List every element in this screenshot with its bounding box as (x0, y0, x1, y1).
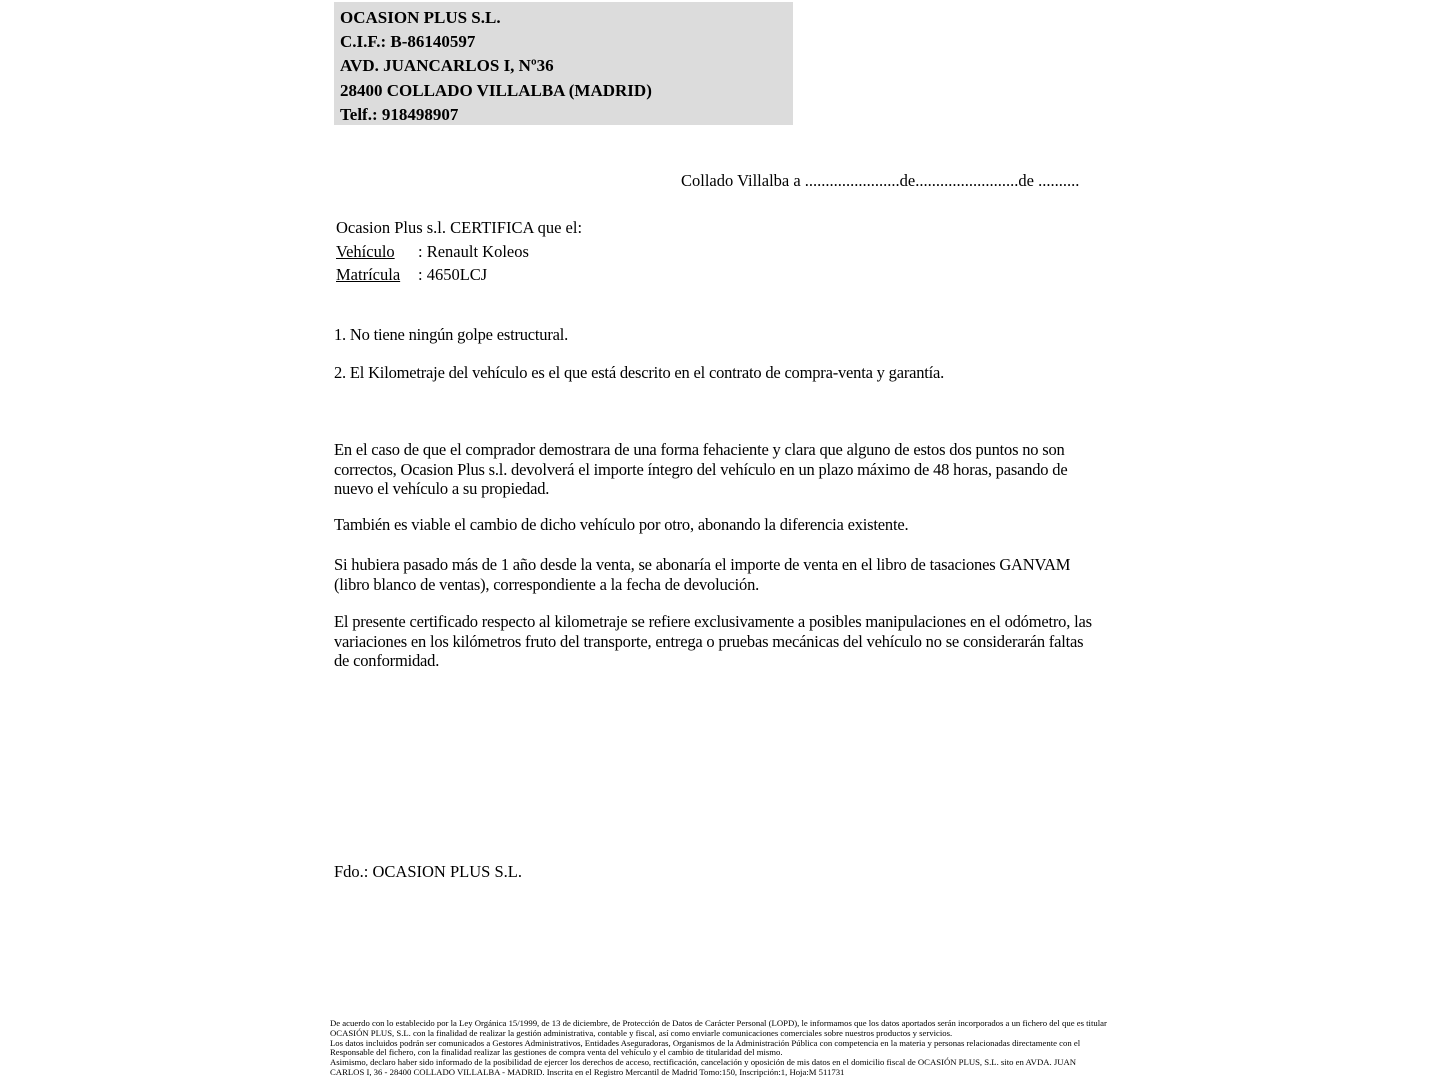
plate-label: Matrícula (336, 265, 401, 285)
company-cif: C.I.F.: B-86140597 (340, 32, 476, 52)
signature-line: Fdo.: OCASION PLUS S.L. (334, 862, 522, 881)
legal-fine-print (330, 1019, 1120, 1078)
plate-value: : 4650LCJ (418, 265, 488, 285)
legal-line: Responsable del fichero, con la finalidad realizar las gestiones de compra venta del vehículo y el cambio de titularidad del mismo. (330, 1047, 783, 1058)
certification-intro: Ocasion Plus s.l. CERTIFICA que el: (336, 218, 583, 237)
legal-line: CARLOS I, 36 - 28400 COLLADO VILLALBA - MADRID. Inscrita en el Registro Mercantil de Madrid Tomo:150, Inscripción:1, Hoja:M 511731 (330, 1066, 845, 1077)
paragraph-odometer-disclaimer: El presente certificado respecto al kilometraje se refiere exclusivamente a posibles manipulaciones en el odómetro, las variaciones en los kilómetros fruto del transporte, entrega o pruebas mecánicas del vehículo no se considerarán faltas de conformidad. (334, 612, 1092, 670)
vehicle-value: : Renault Koleos (418, 241, 529, 261)
legal-line: Los datos incluidos podrán ser comunicados a Gestores Administrativos, Entidades Aseguradoras, Organismos de la Administración Pública con competencia en la materia y personas relacionadas directamente con el (330, 1037, 1081, 1048)
paragraph-exchange-option: También es viable el cambio de dicho vehículo por otro, abonando la diferencia existente. (334, 515, 909, 534)
paragraph-refund-guarantee: En el caso de que el comprador demostrara de una forma fehaciente y clara que alguno de estos dos puntos no son correctos, Ocasion Plus s.l. devolverá el importe íntegro del vehículo en un plazo máximo de 48 horas, pasando de nuevo el vehículo a su propiedad. (334, 440, 1068, 498)
certified-point-2: 2. El Kilometraje del vehículo es el que está descrito en el contrato de compra-venta y garantía. (334, 363, 945, 382)
certified-point-1: 1. No tiene ningún golpe estructural. (334, 325, 569, 344)
company-address: AVD. JUANCARLOS I, Nº36 (340, 56, 554, 76)
company-header-box (334, 2, 793, 125)
company-phone: Telf.: 918498907 (340, 104, 459, 124)
vehicle-label: Vehículo (336, 241, 395, 261)
company-city: 28400 COLLADO VILLALBA (MADRID) (340, 80, 652, 100)
date-fill-in-line: Collado Villalba a .......................de.........................de .......... (681, 171, 1080, 190)
plate-row (336, 263, 582, 287)
company-name: OCASION PLUS S.L. (340, 8, 501, 27)
legal-line: De acuerdo con lo establecido por la Ley Orgánica 15/1999, de 13 de diciembre, de Protección de Datos de Carácter Personal (LOPD), le informamos que los datos aportados serán incorporados a un fichero del que es titular (330, 1018, 1107, 1028)
paragraph-ganvam-valuation: Si hubiera pasado más de 1 año desde la venta, se abonaría el importe de venta en el libro de tasaciones GANVAM (libro blanco de ventas), correspondiente a la fecha de devolución. (334, 555, 1071, 594)
legal-line: OCASIÓN PLUS, S.L. con la finalidad de realizar la gestión administrativa, contable y fiscal, así como enviarle comunicaciones comerciales sobre nuestros productos y servicios. (330, 1027, 953, 1038)
certification-block (336, 216, 582, 287)
vehicle-row (336, 240, 582, 264)
legal-line: Asimismo, declaro haber sido informado de la posibilidad de ejercer los derechos de acceso, rectificación, cancelación y oposición de mis datos en el domicilio fiscal de OCASIÓN PLUS, S.L. sito en AVDA. JUAN (330, 1057, 1077, 1068)
